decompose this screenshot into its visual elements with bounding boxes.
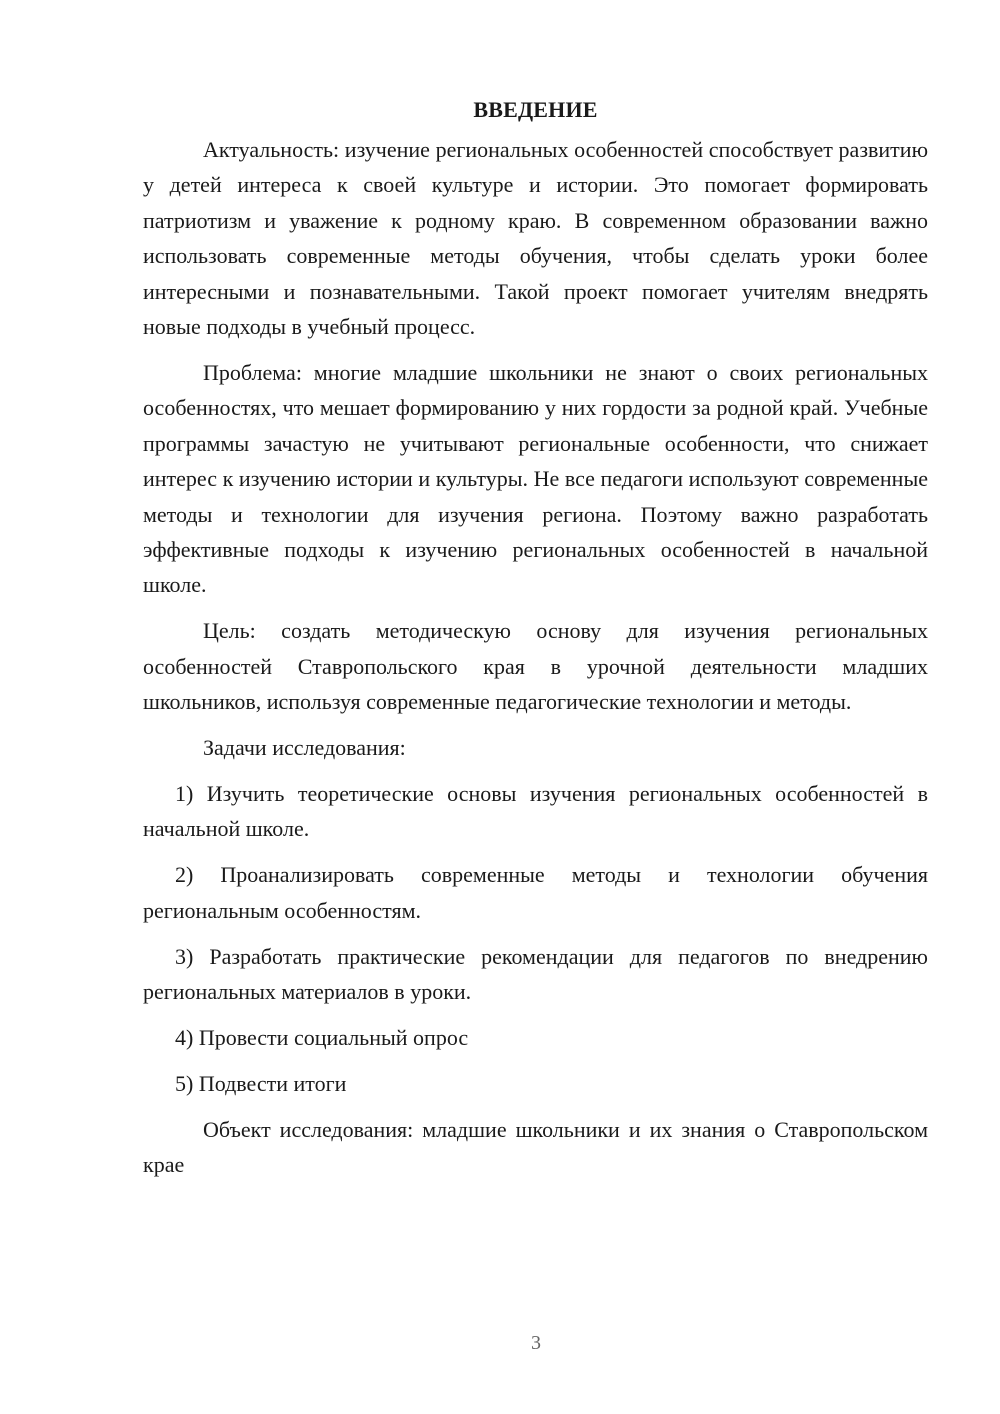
paragraph-goal: Цель: создать методическую основу для изучения региональных особенностей Ставропольского края в урочной деятельности младших школьников, используя современные педагогические технологии и методы. bbox=[143, 618, 928, 715]
task-item-3: 3) Разработать практические рекомендации для педагогов по внедрению региональных материалов в уроки. bbox=[143, 943, 928, 1004]
paragraph-tasks-heading: Задачи исследования: bbox=[203, 735, 406, 760]
task-item-5: 5) Подвести итоги bbox=[175, 1070, 347, 1096]
paragraph-object: Объект исследования: младшие школьники и их знания о Ставропольском крае bbox=[143, 1116, 928, 1178]
task-item-4: 4) Провести социальный опрос bbox=[175, 1024, 469, 1050]
task-item-1: 1) Изучить теоретические основы изучения региональных особенностей в начальной школе. bbox=[143, 780, 928, 842]
document-page bbox=[143, 92, 928, 1193]
section-title: ВВЕДЕНИЕ bbox=[473, 97, 598, 122]
task-item-2: 2) Проанализировать современные методы и технологии обучения региональным особенностям. bbox=[143, 862, 928, 923]
page-number: 3 bbox=[531, 1332, 541, 1354]
paragraph-problem: Проблема: многие младшие школьники не знают о своих региональных особенностях, что мешает формированию у них гордости за родной край. Учебные программы зачастую не учитывают региональные особенности, что снижает интерес к изучению истории и культуры. Не все педагоги используют современные методы и технологии для изучения региона. Поэтому важно разработать эффективные подходы к изучению региональных особенностей в начальной школе. bbox=[143, 359, 928, 598]
paragraph-relevance: Актуальность: изучение региональных особенностей способствует развитию у детей интереса к своей культуре и истории. Это помогает формировать патриотизм и уважение к родному краю. В современном образовании важно использовать современные методы обучения, чтобы сделать уроки более интересными и познавательными. Такой проект помогает учителям внедрять новые подходы в учебный процесс. bbox=[143, 137, 928, 340]
